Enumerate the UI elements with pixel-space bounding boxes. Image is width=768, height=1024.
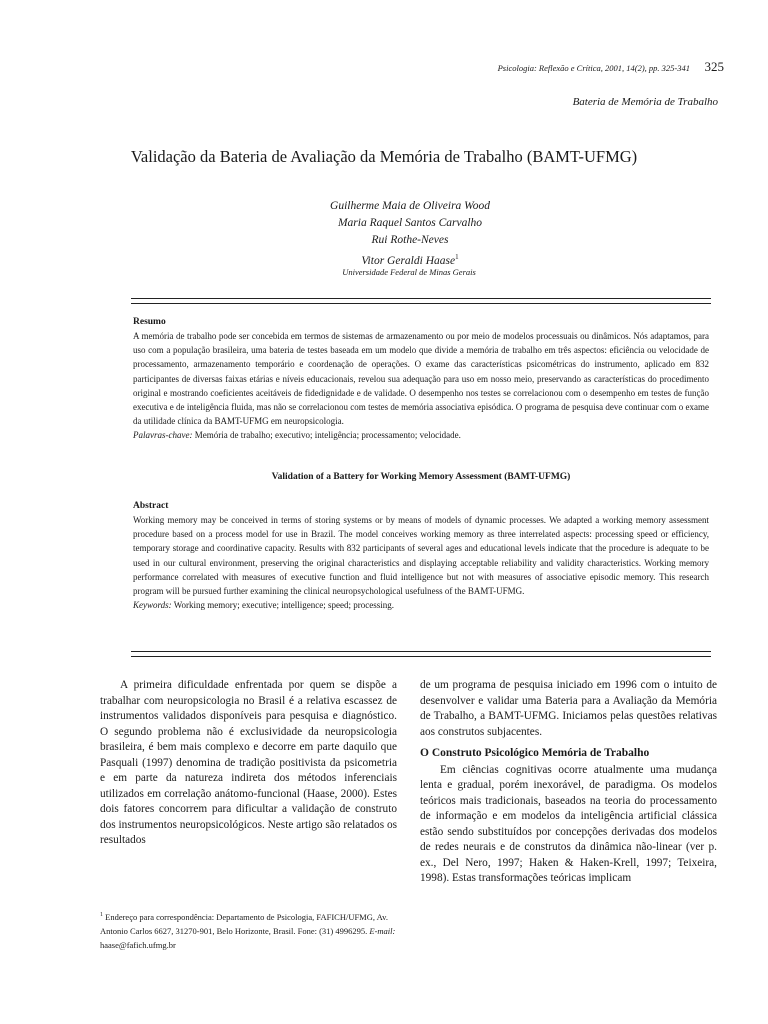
running-title: Bateria de Memória de Trabalho bbox=[572, 96, 718, 108]
section-heading: O Construto Psicológico Memória de Trabalho bbox=[420, 747, 650, 759]
email-address: haase@fafich.ufmg.br bbox=[100, 939, 176, 950]
body-paragraph: Em ciências cognitivas ocorre atualmente uma mudança lenta e gradual, porém inexorável, de paradigma. Os modelos teóricos mais tradicionais, baseados na teoria do processamento de informação e em modelos da inteligência artificial clássica estão sendo substituídos por concepções derivadas dos modelos de redes neurais e de construtos da dinâmica não-linear (ver p. ex., Del Nero, 1997; Haken & Haken-Krell, 1997; Teixeira, 1998). Estas transformações teóricas implicam bbox=[420, 763, 717, 884]
abstract-keywords bbox=[133, 598, 709, 612]
affiliation: Universidade Federal de Minas Gerais bbox=[342, 267, 476, 277]
resumo-heading: Resumo bbox=[133, 317, 166, 327]
author-name: Maria Raquel Santos Carvalho bbox=[337, 217, 483, 229]
email-label: E-mail: bbox=[369, 925, 396, 936]
resumo-body: A memória de trabalho pode ser concebida em termos de sistemas de armazenamento ou por meio de modelos processuais ou dinâmicos. Nós adaptamos, para uso com a população brasileira, uma bateria de testes baseada em um modelo que divide a memória de trabalho em três aspectos: eficiência ou velocidade de processamento, armazenamento temporário e coordenação de operações. O exame das características psicométricas do instrumento, aplicado em 832 participantes de diversas faixas etárias e níveis educacionais, revelou sua adequação para uso em nosso meio, preservando as características do procedimento original e mostrando coeficientes aceitáveis de fidedignidade e de validade. O desempenho nos testes se correlacionou com o desempenho em testes de função executiva e de inteligência fluida, mas não se correlacionou com testes de memória associativa episódica. O programa de pesquisa deve continuar com o exame da utilidade clínica da BAMT-UFMG em neuropsicologia. bbox=[133, 331, 709, 427]
keywords-label: Palavras-chave: bbox=[133, 430, 193, 441]
resumo-section bbox=[133, 316, 709, 443]
page-number: 325 bbox=[704, 59, 724, 74]
bottom-rule-inner bbox=[131, 651, 711, 652]
abstract-heading: Abstract bbox=[133, 501, 169, 511]
bottom-rule bbox=[131, 656, 711, 657]
author-list bbox=[200, 198, 620, 270]
body-column-right bbox=[420, 678, 717, 887]
author-name: Guilherme Maia de Oliveira Wood bbox=[330, 200, 490, 212]
resumo-keywords bbox=[133, 428, 709, 442]
author-name: Rui Rothe-Neves bbox=[371, 234, 449, 246]
footnote bbox=[100, 908, 396, 952]
author-name: Vitor Geraldi Haase bbox=[361, 254, 456, 267]
footnote-marker: 1 bbox=[100, 912, 103, 918]
keywords-text: Memória de trabalho; executivo; inteligência; processamento; velocidade. bbox=[194, 430, 461, 441]
footnote-marker: 1 bbox=[455, 253, 459, 261]
keywords-label: Keywords: bbox=[133, 600, 172, 611]
journal-citation: Psicologia: Reflexão e Crítica, 2001, 14(2), pp. 325-341 bbox=[497, 63, 690, 73]
top-rule bbox=[131, 298, 711, 299]
body-paragraph: A primeira dificuldade enfrentada por quem se dispõe a trabalhar com neuropsicologia no Brasil é a relativa escassez de instrumentos validados disponíveis para pesquisa e diagnóstico. O segundo problema não é exclusividade da neuropsicologia brasileira, é bem mais complexo e decorre em parte daquilo que Pasquali (1997) denomina de tradição positivista da psicometria e em parte da natureza indireta dos métodos inferenciais utilizados em correlação anátomo-funcional (Haase, 2000). Estes dois fatores concorrem para dificultar a validação de construto dos instrumentos neuropsicológicos. Neste artigo são relatados os resultados bbox=[100, 679, 397, 846]
top-rule-inner bbox=[131, 303, 711, 304]
english-title: Validation of a Battery for Working Memory Assessment (BAMT-UFMG) bbox=[271, 472, 571, 482]
footnote-text: Endereço para correspondência: Departamento de Psicologia, FAFICH/UFMG, Av. Antonio Carlos 6627, 31270-901, Belo Horizonte, Brasil. Fone: (31) 4996295. bbox=[100, 911, 388, 936]
body-column-left bbox=[100, 678, 397, 849]
abstract-body: Working memory may be conceived in terms of storing systems or by means of models of dynamic processes. We adapted a working memory assessment procedure based on a process model for use in Brazil. The model conceives working memory as three interrelated aspects: processing speed or efficiency, temporary storage and coordinative capacity. Results with 832 participants of several ages and educational levels indicate that the procedure is adequate to be used in our cultural environment, preserving the original characteristics and displaying acceptable reliability and validity characteristics. Working memory performance correlated with measures of executive function and fluid intelligence but not with measures of associative episodic memory. This research program will be pursued further examining the clinical neuropsychological usefulness of the BAMT-UFMG. bbox=[133, 515, 709, 597]
abstract-section bbox=[133, 500, 709, 612]
keywords-text: Working memory; executive; intelligence; speed; processing. bbox=[173, 600, 394, 611]
article-title: Validação da Bateria de Avaliação da Memória de Trabalho (BAMT-UFMG) bbox=[130, 147, 638, 166]
body-paragraph: de um programa de pesquisa iniciado em 1996 com o intuito de desenvolver e validar uma Bateria para a Avaliação da Memória de Trabalho, a BAMT-UFMG. Iniciamos pelas questões relativas aos construtos subjacentes. bbox=[420, 679, 717, 738]
